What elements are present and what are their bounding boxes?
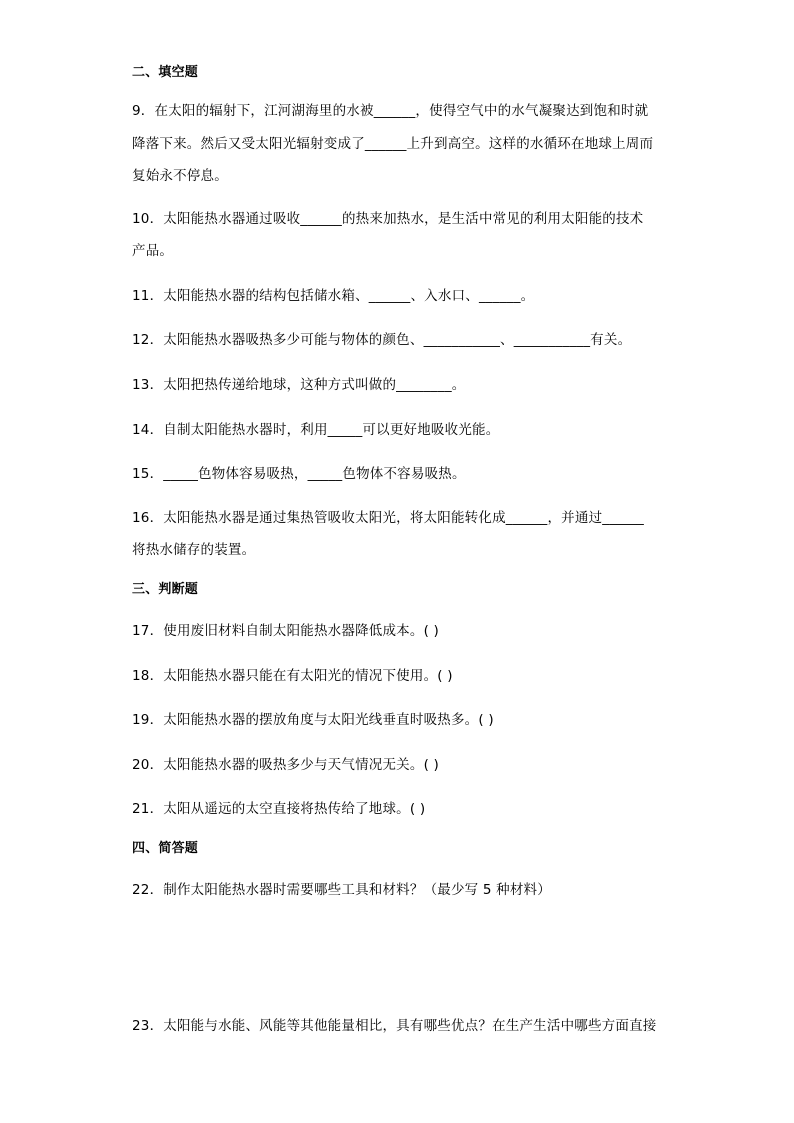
question-20: 20．太阳能热水器的吸热多少与天气情况无关。( ) — [132, 757, 440, 773]
question-17: 17．使用废旧材料自制太阳能热水器降低成本。( ) — [132, 623, 440, 639]
question-16-line-1: 16．太阳能热水器是通过集热管吸收太阳光，将太阳能转化成______，并通过______ — [132, 510, 644, 526]
question-12: 12．太阳能热水器吸热多少可能与物体的颜色、___________、___________有关。 — [132, 332, 632, 348]
question-22: 22．制作太阳能热水器时需要哪些工具和材料？（最少写 5 种材料） — [132, 882, 551, 898]
question-19: 19．太阳能热水器的摆放角度与太阳光线垂直时吸热多。( ) — [132, 712, 494, 728]
question-11: 11．太阳能热水器的结构包括储水箱、______、入水口、______。 — [132, 288, 535, 304]
question-10-line-1: 10．太阳能热水器通过吸收______的热来加热水，是生活中常见的利用太阳能的技术 — [132, 211, 644, 227]
question-9-line-1: 9．在太阳的辐射下，江河湖海里的水被______，使得空气中的水气凝聚达到饱和时就 — [132, 103, 649, 119]
section-heading-fill-blank: 二、填空题 — [132, 65, 199, 80]
question-23: 23．太阳能与水能、风能等其他能量相比，具有哪些优点？在生产生活中哪些方面直接 — [132, 1018, 657, 1034]
question-16-line-2: 将热水储存的装置。 — [132, 542, 256, 558]
question-21: 21．太阳从遥远的太空直接将热传给了地球。( ) — [132, 801, 426, 817]
section-heading-short-answer: 四、简答题 — [132, 841, 199, 856]
question-9-line-3: 复始永不停息。 — [132, 168, 228, 184]
question-9-line-2: 降落下来。然后又受太阳光辐射变成了______上升到高空。这样的水循环在地球上周而 — [132, 136, 654, 152]
question-13: 13．太阳把热传递给地球，这种方式叫做的________。 — [132, 377, 466, 393]
question-10-line-2: 产品。 — [132, 243, 174, 259]
section-heading-judge: 三、判断题 — [132, 582, 199, 597]
question-15: 15．_____色物体容易吸热，_____色物体不容易吸热。 — [132, 466, 466, 482]
question-18: 18．太阳能热水器只能在有太阳光的情况下使用。( ) — [132, 668, 453, 684]
question-14: 14．自制太阳能热水器时，利用_____可以更好地吸收光能。 — [132, 422, 500, 438]
